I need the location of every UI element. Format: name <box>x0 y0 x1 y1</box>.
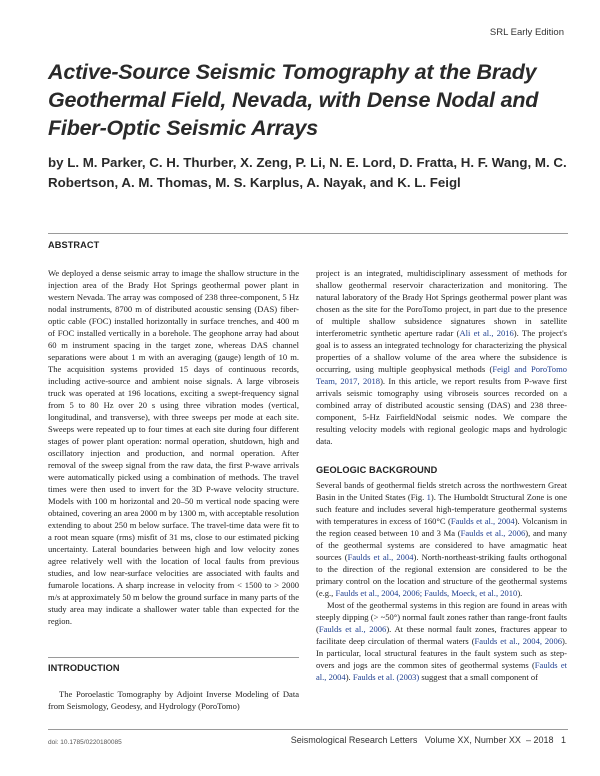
introduction-start <box>48 688 299 712</box>
author-list: by L. M. Parker, C. H. Thurber, X. Zeng, P. Li, N. E. Lord, D. Fratta, H. F. Wang, M. C. Robertson, A. M. Thomas, M. S. Karplus, A. Nayak, and K. L. Feigl <box>48 155 567 190</box>
introduction-paragraph-2 <box>316 267 567 447</box>
abstract-text: We deployed a dense seismic array to image the shallow structure in the injection area of the Brady Hot Springs geothermal power plant in western Nevada. The array was composed of 238 three-component, 5 Hz nodal instruments, 8700 m of distributed acoustic sensing (DAS) fiber-optic cable (FOC) installed horizontally in surface trenches, and 400 m of FOC installed vertically in a borehole. The geophone array had about 60 m instrument spacing in the target zone, whereas DAS channel separations were about 1 m with an averaging (gauge) length of 10 m. The acquisition systems provided 15 days of continuous records, including active-source and ambient noise signals. A large vibroseis truck was operated at 196 locations, exciting a swept-frequency signal from 5 to 80 Hz over 20 s using three vibration modes (vertical, longitudinal, and transverse), with three sweeps per mode at each site. Sweeps were repeated up to four times at each site during four different stages of power plant operation: normal operation, shutdown, high and oscillatory injection and production, and normal operation. After removal of the sweep signal from the raw data, the first P-wave arrivals were automatically picked using a combination of methods. The travel times were then used to invert for the 3D P-wave velocity structure. Models with 100 m horizontal and 20–50 m vertical node spacing were obtained, covering an area 2000 m by 1300 m, with acceptable resolution extending to about 250 m below surface. The travel-time data were fit to a root mean square (rms) misfit of 31 ms, close to our estimated picking uncertainty. Lateral boundaries between high and low velocity zones agree relatively well with the location of local faults from previous studies, and low near-surface velocities are associated with faults and fumarole locations. A sharp increase in velocity from < 1500 to > 2000 m/s at approximately 50 m below the ground surface in many parts of the study area may indicate a shallower water table than expected for the region. <box>48 268 299 626</box>
journal-edition-label: SRL Early Edition <box>489 27 564 38</box>
abstract-heading: ABSTRACT <box>48 240 100 250</box>
journal-name: Seismological Research Letters <box>290 735 418 745</box>
journal-footer <box>291 735 566 745</box>
text-run: ). In this article, we report results from P-wave first arrivals seismic tomography using vibroseis sources recorded on a combined array of distributed acoustic sensing (DAS) and 238 three-component, 5-Hz FairfieldNodal seismic nodes. We compare the resulting velocity models with regional geologic maps and hydrologic data. <box>316 376 568 446</box>
text-run: ). In particular, local structural features in the fault system such as step-overs and jogs are the common sites of geothermal systems ( <box>316 636 567 670</box>
citation-link[interactable]: Faulds et al., 2004 <box>347 552 414 562</box>
geologic-background-body <box>316 479 567 683</box>
citation-link[interactable]: Faulds et al., 2006 <box>460 528 526 538</box>
introduction-top-rule <box>48 657 299 658</box>
footer-rule <box>48 729 568 730</box>
text-run: ). <box>345 672 353 682</box>
text-run: ). <box>517 588 523 598</box>
citation-link[interactable]: Ali et al., 2016 <box>459 328 514 338</box>
text-run: ). The project's goal is to assess an integrated technology for characterizing the physical properties of a shallow volume of the area where the subsidence is occurring, using multiple geophysical methods ( <box>316 328 567 374</box>
doi-label: doi: 10.1785/0220180085 <box>48 739 122 746</box>
page-number: 1 <box>560 735 566 745</box>
text-run: ), and many of the geothermal systems are considered to have amagmatic heat sources ( <box>316 528 567 562</box>
geologic-paragraph-2 <box>316 599 567 683</box>
citation-link[interactable]: Faulds et al., 2004, 2006 <box>474 636 563 646</box>
citation-link[interactable]: Feigl and PoroTomo Team, 2017, 2018 <box>316 364 567 386</box>
text-run: ). Volcanism in the region ceased between 10 and 3 Ma ( <box>316 516 567 538</box>
introduction-heading: INTRODUCTION <box>48 663 120 673</box>
geologic-background-heading: GEOLOGIC BACKGROUND <box>316 465 438 475</box>
text-run: Most of the geothermal systems in this region are found in areas with steeply dipping (> ~50°) normal fault zones rather than range-front faults ( <box>316 600 567 634</box>
right-column <box>316 267 567 447</box>
text-run: ). At these normal fault zones, fractures appear to facilitate deep circulation of thermal waters ( <box>316 624 567 646</box>
citation-link[interactable]: Faulds et al., 2004 <box>450 516 515 526</box>
journal-year: – 2018 <box>525 735 554 745</box>
text-run: Several bands of geothermal fields stretch across the northwestern Great Basin in the United States (Fig. <box>316 480 567 502</box>
abstract-body <box>48 267 299 627</box>
introduction-paragraph-1: The Poroelastic Tomography by Adjoint Inverse Modeling of Data from Seismology, Geodesy, and Hydrology (PoroTomo) <box>48 689 299 711</box>
text-run: suggest that a small component of <box>419 672 538 682</box>
text-run: ). North-northeast-striking faults orthogonal to the direction of the regional extension are considered to be the primary control on the location and structure of the geothermal systems (e.g., <box>316 552 567 598</box>
article-title: Active-Source Seismic Tomography at the Brady Geothermal Field, Nevada, with Dense Nodal and Fiber-Optic Seismic Arrays <box>48 60 539 140</box>
text-run: ). The Humboldt Structural Zone is one such feature and includes several high-temperature geothermal systems with temperatures in excess of 160°C ( <box>316 492 567 526</box>
figure-link[interactable]: 1 <box>426 492 431 502</box>
geologic-paragraph-1 <box>316 479 567 599</box>
citation-link[interactable]: Faulds et al. (2003) <box>352 672 420 682</box>
text-run: project is an integrated, multidisciplinary assessment of methods for shallow geothermal reservoir characterization and monitoring. The natural laboratory of the Brady Hot Springs geothermal power plant was chosen as the site for the PoroTomo project, in part due to the presence of multiple shallow subsidence signatures shown in satellite interferometric synthetic aperture radar ( <box>316 268 567 338</box>
citation-link[interactable]: Faulds et al., 2004, 2006; Faulds, Moeck, et al., 2010 <box>335 588 518 598</box>
citation-link[interactable]: Faulds et al., 2004 <box>316 660 567 682</box>
journal-volume: Volume XX, Number XX <box>424 735 521 745</box>
citation-link[interactable]: Faulds et al., 2006 <box>318 624 387 634</box>
abstract-top-rule <box>48 233 568 234</box>
